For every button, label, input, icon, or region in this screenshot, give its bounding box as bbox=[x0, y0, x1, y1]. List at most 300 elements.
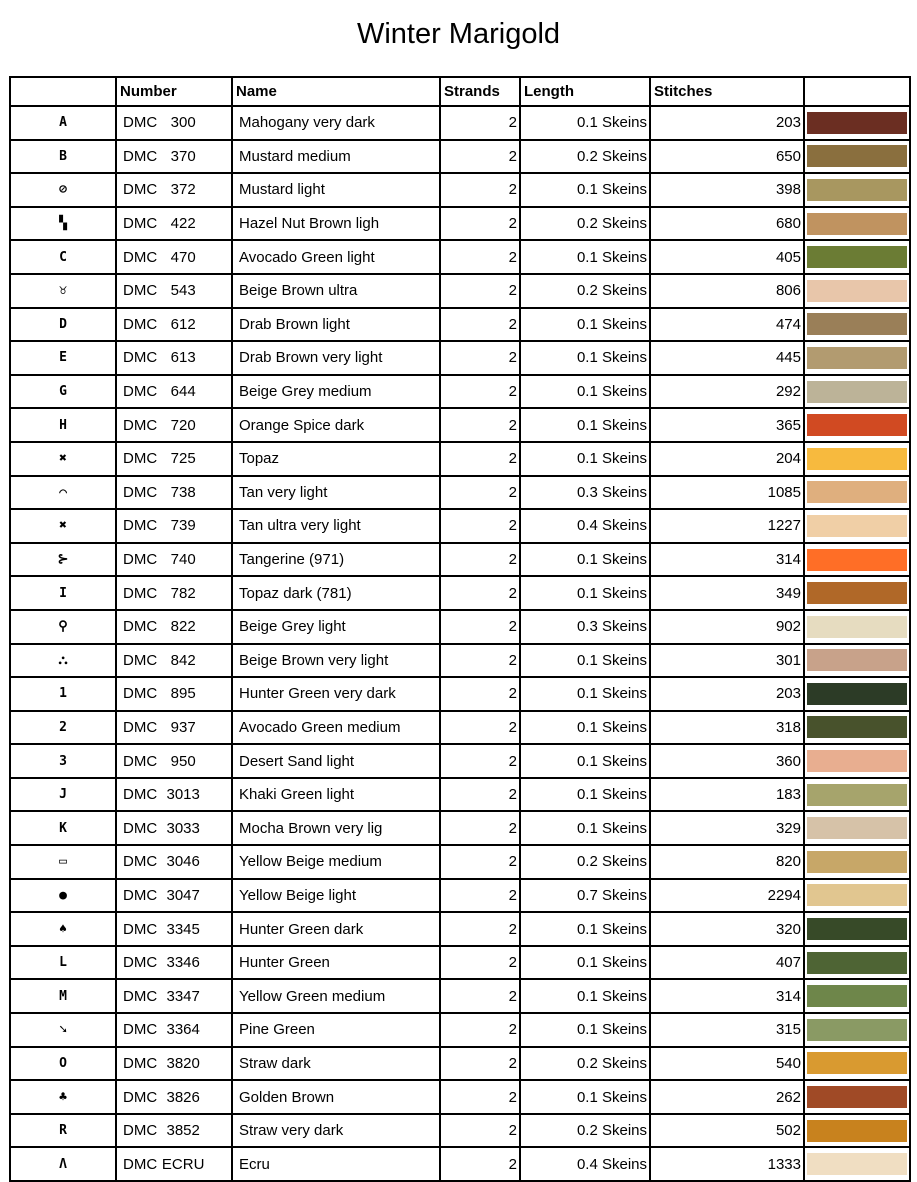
color-swatch bbox=[807, 179, 907, 201]
table-row bbox=[10, 106, 910, 140]
color-swatch-cell bbox=[804, 341, 910, 375]
name-cell: Khaki Green light bbox=[232, 778, 440, 812]
stitches-cell: 203 bbox=[650, 677, 804, 711]
strands-cell: 2 bbox=[440, 946, 520, 980]
code-text: 3345 bbox=[166, 920, 200, 938]
symbol-cell: 2 bbox=[10, 711, 116, 745]
color-swatch-cell bbox=[804, 375, 910, 409]
code-text: ECRU bbox=[161, 1155, 205, 1173]
color-swatch-cell bbox=[804, 509, 910, 543]
symbol-cell: ⛬ bbox=[10, 644, 116, 678]
number-cell bbox=[116, 778, 232, 812]
table-row bbox=[10, 879, 910, 913]
name-cell: Yellow Beige light bbox=[232, 879, 440, 913]
stitches-cell: 314 bbox=[650, 979, 804, 1013]
table-row bbox=[10, 845, 910, 879]
table-row bbox=[10, 1114, 910, 1148]
color-swatch-cell bbox=[804, 207, 910, 241]
color-swatch-cell bbox=[804, 274, 910, 308]
color-swatch bbox=[807, 750, 907, 772]
code-text: 895 bbox=[170, 685, 196, 703]
code-text: 543 bbox=[170, 282, 196, 300]
color-swatch bbox=[807, 683, 907, 705]
symbol-cell: I bbox=[10, 576, 116, 610]
color-swatch-cell bbox=[804, 677, 910, 711]
number-cell bbox=[116, 744, 232, 778]
name-cell: Hunter Green bbox=[232, 946, 440, 980]
code-text: 3364 bbox=[166, 1021, 200, 1039]
brand-text: DMC bbox=[123, 1088, 158, 1106]
code-text: 782 bbox=[170, 584, 196, 602]
strands-cell: 2 bbox=[440, 1013, 520, 1047]
color-swatch-cell bbox=[804, 610, 910, 644]
color-swatch-cell bbox=[804, 308, 910, 342]
table-row bbox=[10, 341, 910, 375]
code-text: 613 bbox=[170, 349, 196, 367]
code-text: 612 bbox=[170, 315, 196, 333]
number-cell bbox=[116, 1114, 232, 1148]
symbol-cell: ♣ bbox=[10, 1080, 116, 1114]
table-row bbox=[10, 576, 910, 610]
number-cell bbox=[116, 711, 232, 745]
length-cell: 0.1 Skeins bbox=[520, 173, 650, 207]
brand-text: DMC bbox=[123, 651, 158, 669]
brand-text: DMC bbox=[123, 450, 158, 468]
number-cell bbox=[116, 173, 232, 207]
name-cell: Tan very light bbox=[232, 476, 440, 510]
stitches-cell: 329 bbox=[650, 811, 804, 845]
color-swatch bbox=[807, 313, 907, 335]
length-cell: 0.1 Skeins bbox=[520, 240, 650, 274]
symbol-cell: K bbox=[10, 811, 116, 845]
strands-cell: 2 bbox=[440, 173, 520, 207]
color-swatch-cell bbox=[804, 1013, 910, 1047]
color-swatch-cell bbox=[804, 1080, 910, 1114]
number-cell bbox=[116, 240, 232, 274]
symbol-cell: ♠ bbox=[10, 912, 116, 946]
color-swatch bbox=[807, 1120, 907, 1142]
length-cell: 0.4 Skeins bbox=[520, 1147, 650, 1181]
name-cell: Golden Brown bbox=[232, 1080, 440, 1114]
code-text: 300 bbox=[170, 114, 196, 132]
length-cell: 0.1 Skeins bbox=[520, 912, 650, 946]
number-cell bbox=[116, 677, 232, 711]
table-row bbox=[10, 274, 910, 308]
brand-text: DMC bbox=[123, 718, 158, 736]
code-text: 822 bbox=[170, 618, 196, 636]
strands-cell: 2 bbox=[440, 375, 520, 409]
stitches-cell: 203 bbox=[650, 106, 804, 140]
strands-cell: 2 bbox=[440, 1114, 520, 1148]
color-swatch bbox=[807, 347, 907, 369]
brand-text: DMC bbox=[123, 618, 158, 636]
strands-cell: 2 bbox=[440, 576, 520, 610]
number-cell bbox=[116, 375, 232, 409]
code-text: 950 bbox=[170, 752, 196, 770]
color-swatch-cell bbox=[804, 1147, 910, 1181]
symbol-cell: ➘ bbox=[10, 1013, 116, 1047]
symbol-cell: ⚲ bbox=[10, 610, 116, 644]
length-cell: 0.1 Skeins bbox=[520, 979, 650, 1013]
code-text: 3013 bbox=[166, 786, 200, 804]
color-swatch-cell bbox=[804, 778, 910, 812]
code-text: 3852 bbox=[166, 1122, 200, 1140]
name-cell: Straw very dark bbox=[232, 1114, 440, 1148]
stitches-cell: 292 bbox=[650, 375, 804, 409]
symbol-cell: ⊱ bbox=[10, 543, 116, 577]
symbol-cell: B bbox=[10, 140, 116, 174]
table-row bbox=[10, 509, 910, 543]
strands-cell: 2 bbox=[440, 442, 520, 476]
number-cell bbox=[116, 845, 232, 879]
symbol-cell: Λ bbox=[10, 1147, 116, 1181]
brand-text: DMC bbox=[123, 1122, 158, 1140]
number-cell bbox=[116, 509, 232, 543]
color-swatch-cell bbox=[804, 408, 910, 442]
color-swatch bbox=[807, 616, 907, 638]
stitches-cell: 650 bbox=[650, 140, 804, 174]
code-text: 3047 bbox=[166, 886, 200, 904]
symbol-cell: ▭ bbox=[10, 845, 116, 879]
number-cell bbox=[116, 543, 232, 577]
name-cell: Yellow Beige medium bbox=[232, 845, 440, 879]
number-cell bbox=[116, 140, 232, 174]
color-swatch bbox=[807, 280, 907, 302]
table-row bbox=[10, 644, 910, 678]
color-swatch bbox=[807, 112, 907, 134]
number-cell bbox=[116, 207, 232, 241]
symbol-cell: G bbox=[10, 375, 116, 409]
number-cell bbox=[116, 341, 232, 375]
table-row bbox=[10, 408, 910, 442]
strands-cell: 2 bbox=[440, 778, 520, 812]
color-swatch bbox=[807, 817, 907, 839]
number-cell bbox=[116, 274, 232, 308]
table-row bbox=[10, 610, 910, 644]
strands-cell: 2 bbox=[440, 979, 520, 1013]
stitches-cell: 315 bbox=[650, 1013, 804, 1047]
strands-cell: 2 bbox=[440, 1047, 520, 1081]
color-swatch bbox=[807, 481, 907, 503]
color-swatch-cell bbox=[804, 1114, 910, 1148]
code-text: 842 bbox=[170, 651, 196, 669]
table-row bbox=[10, 1047, 910, 1081]
length-cell: 0.1 Skeins bbox=[520, 106, 650, 140]
brand-text: DMC bbox=[123, 954, 158, 972]
table-row bbox=[10, 979, 910, 1013]
color-swatch bbox=[807, 918, 907, 940]
number-cell bbox=[116, 408, 232, 442]
color-swatch-cell bbox=[804, 879, 910, 913]
length-cell: 0.1 Skeins bbox=[520, 576, 650, 610]
length-cell: 0.2 Skeins bbox=[520, 274, 650, 308]
name-cell: Beige Grey medium bbox=[232, 375, 440, 409]
code-text: 3046 bbox=[166, 853, 200, 871]
header-length: Length bbox=[520, 77, 650, 106]
length-cell: 0.1 Skeins bbox=[520, 1080, 650, 1114]
name-cell: Hunter Green very dark bbox=[232, 677, 440, 711]
name-cell: Tan ultra very light bbox=[232, 509, 440, 543]
name-cell: Mocha Brown very lig bbox=[232, 811, 440, 845]
floss-key-table bbox=[9, 76, 911, 1182]
strands-cell: 2 bbox=[440, 677, 520, 711]
color-swatch-cell bbox=[804, 912, 910, 946]
table-row bbox=[10, 778, 910, 812]
length-cell: 0.1 Skeins bbox=[520, 677, 650, 711]
color-swatch bbox=[807, 246, 907, 268]
number-cell bbox=[116, 912, 232, 946]
name-cell: Drab Brown very light bbox=[232, 341, 440, 375]
code-text: 720 bbox=[170, 416, 196, 434]
strands-cell: 2 bbox=[440, 543, 520, 577]
color-swatch-cell bbox=[804, 946, 910, 980]
table-row bbox=[10, 1013, 910, 1047]
stitches-cell: 314 bbox=[650, 543, 804, 577]
length-cell: 0.1 Skeins bbox=[520, 543, 650, 577]
length-cell: 0.2 Skeins bbox=[520, 140, 650, 174]
header-color bbox=[804, 77, 910, 106]
symbol-cell: ⊘ bbox=[10, 173, 116, 207]
name-cell: Mustard light bbox=[232, 173, 440, 207]
strands-cell: 2 bbox=[440, 644, 520, 678]
strands-cell: 2 bbox=[440, 408, 520, 442]
number-cell bbox=[116, 644, 232, 678]
color-swatch-cell bbox=[804, 106, 910, 140]
table-row bbox=[10, 240, 910, 274]
stitches-cell: 183 bbox=[650, 778, 804, 812]
code-text: 740 bbox=[170, 551, 196, 569]
brand-text: DMC bbox=[123, 853, 158, 871]
number-cell bbox=[116, 1147, 232, 1181]
length-cell: 0.1 Skeins bbox=[520, 375, 650, 409]
length-cell: 0.3 Skeins bbox=[520, 610, 650, 644]
symbol-cell: ♉ bbox=[10, 274, 116, 308]
brand-text: DMC bbox=[123, 416, 158, 434]
number-cell bbox=[116, 106, 232, 140]
color-swatch bbox=[807, 649, 907, 671]
number-cell bbox=[116, 1080, 232, 1114]
color-swatch-cell bbox=[804, 811, 910, 845]
table-row bbox=[10, 543, 910, 577]
symbol-cell: O bbox=[10, 1047, 116, 1081]
length-cell: 0.1 Skeins bbox=[520, 308, 650, 342]
color-swatch bbox=[807, 716, 907, 738]
brand-text: DMC bbox=[123, 315, 158, 333]
name-cell: Pine Green bbox=[232, 1013, 440, 1047]
symbol-cell: R bbox=[10, 1114, 116, 1148]
stitches-cell: 2294 bbox=[650, 879, 804, 913]
length-cell: 0.1 Skeins bbox=[520, 442, 650, 476]
strands-cell: 2 bbox=[440, 476, 520, 510]
name-cell: Hazel Nut Brown ligh bbox=[232, 207, 440, 241]
stitches-cell: 1227 bbox=[650, 509, 804, 543]
color-swatch bbox=[807, 414, 907, 436]
color-swatch-cell bbox=[804, 845, 910, 879]
symbol-cell: ▚ bbox=[10, 207, 116, 241]
stitches-cell: 407 bbox=[650, 946, 804, 980]
header-number: Number bbox=[116, 77, 232, 106]
stitches-cell: 474 bbox=[650, 308, 804, 342]
brand-text: DMC bbox=[123, 920, 158, 938]
strands-cell: 2 bbox=[440, 912, 520, 946]
color-swatch-cell bbox=[804, 140, 910, 174]
length-cell: 0.2 Skeins bbox=[520, 845, 650, 879]
name-cell: Avocado Green medium bbox=[232, 711, 440, 745]
symbol-cell: A bbox=[10, 106, 116, 140]
brand-text: DMC bbox=[123, 282, 158, 300]
strands-cell: 2 bbox=[440, 744, 520, 778]
stitches-cell: 365 bbox=[650, 408, 804, 442]
name-cell: Avocado Green light bbox=[232, 240, 440, 274]
symbol-cell: H bbox=[10, 408, 116, 442]
name-cell: Drab Brown light bbox=[232, 308, 440, 342]
stitches-cell: 204 bbox=[650, 442, 804, 476]
code-text: 739 bbox=[170, 517, 196, 535]
name-cell: Desert Sand light bbox=[232, 744, 440, 778]
symbol-cell: ⌒ bbox=[10, 476, 116, 510]
table-row bbox=[10, 140, 910, 174]
name-cell: Straw dark bbox=[232, 1047, 440, 1081]
color-swatch-cell bbox=[804, 173, 910, 207]
table-row bbox=[10, 173, 910, 207]
table-row bbox=[10, 946, 910, 980]
symbol-cell: D bbox=[10, 308, 116, 342]
code-text: 372 bbox=[170, 181, 196, 199]
length-cell: 0.7 Skeins bbox=[520, 879, 650, 913]
number-cell bbox=[116, 576, 232, 610]
stitches-cell: 301 bbox=[650, 644, 804, 678]
color-swatch bbox=[807, 448, 907, 470]
table-header-row bbox=[10, 77, 910, 106]
name-cell: Tangerine (971) bbox=[232, 543, 440, 577]
stitches-cell: 262 bbox=[650, 1080, 804, 1114]
number-cell bbox=[116, 610, 232, 644]
stitches-cell: 405 bbox=[650, 240, 804, 274]
color-swatch bbox=[807, 851, 907, 873]
color-swatch bbox=[807, 1153, 907, 1175]
color-swatch-cell bbox=[804, 476, 910, 510]
name-cell: Mahogany very dark bbox=[232, 106, 440, 140]
brand-text: DMC bbox=[123, 383, 158, 401]
name-cell: Yellow Green medium bbox=[232, 979, 440, 1013]
color-swatch bbox=[807, 1086, 907, 1108]
strands-cell: 2 bbox=[440, 610, 520, 644]
strands-cell: 2 bbox=[440, 879, 520, 913]
length-cell: 0.1 Skeins bbox=[520, 341, 650, 375]
brand-text: DMC bbox=[123, 685, 158, 703]
brand-text: DMC bbox=[123, 786, 158, 804]
strands-cell: 2 bbox=[440, 509, 520, 543]
length-cell: 0.1 Skeins bbox=[520, 811, 650, 845]
color-swatch bbox=[807, 515, 907, 537]
page-title: Winter Marigold bbox=[356, 18, 561, 50]
symbol-cell: C bbox=[10, 240, 116, 274]
brand-text: DMC bbox=[123, 752, 158, 770]
number-cell bbox=[116, 1047, 232, 1081]
name-cell: Beige Brown very light bbox=[232, 644, 440, 678]
stitches-cell: 398 bbox=[650, 173, 804, 207]
header-stitches: Stitches bbox=[650, 77, 804, 106]
stitches-cell: 445 bbox=[650, 341, 804, 375]
stitches-cell: 502 bbox=[650, 1114, 804, 1148]
color-swatch-cell bbox=[804, 240, 910, 274]
color-swatch bbox=[807, 1052, 907, 1074]
code-text: 3346 bbox=[166, 954, 200, 972]
color-swatch bbox=[807, 582, 907, 604]
symbol-cell: 3 bbox=[10, 744, 116, 778]
color-swatch-cell bbox=[804, 644, 910, 678]
stitches-cell: 320 bbox=[650, 912, 804, 946]
symbol-cell: ✖ bbox=[10, 509, 116, 543]
code-text: 3820 bbox=[166, 1054, 200, 1072]
strands-cell: 2 bbox=[440, 207, 520, 241]
code-text: 370 bbox=[170, 147, 196, 165]
stitches-cell: 680 bbox=[650, 207, 804, 241]
color-swatch bbox=[807, 784, 907, 806]
name-cell: Orange Spice dark bbox=[232, 408, 440, 442]
length-cell: 0.4 Skeins bbox=[520, 509, 650, 543]
brand-text: DMC bbox=[123, 483, 158, 501]
color-swatch bbox=[807, 549, 907, 571]
length-cell: 0.1 Skeins bbox=[520, 744, 650, 778]
table-row bbox=[10, 308, 910, 342]
color-swatch-cell bbox=[804, 711, 910, 745]
number-cell bbox=[116, 811, 232, 845]
color-swatch bbox=[807, 884, 907, 906]
number-cell bbox=[116, 308, 232, 342]
code-text: 3033 bbox=[166, 819, 200, 837]
table-row bbox=[10, 912, 910, 946]
name-cell: Beige Grey light bbox=[232, 610, 440, 644]
code-text: 937 bbox=[170, 718, 196, 736]
length-cell: 0.1 Skeins bbox=[520, 778, 650, 812]
code-text: 3347 bbox=[166, 987, 200, 1005]
table-row bbox=[10, 1147, 910, 1181]
brand-text: DMC bbox=[123, 1155, 158, 1173]
header-name: Name bbox=[232, 77, 440, 106]
table-row bbox=[10, 1080, 910, 1114]
strands-cell: 2 bbox=[440, 1080, 520, 1114]
length-cell: 0.2 Skeins bbox=[520, 1114, 650, 1148]
brand-text: DMC bbox=[123, 114, 158, 132]
symbol-cell: E bbox=[10, 341, 116, 375]
brand-text: DMC bbox=[123, 1021, 158, 1039]
length-cell: 0.1 Skeins bbox=[520, 644, 650, 678]
code-text: 3826 bbox=[166, 1088, 200, 1106]
strands-cell: 2 bbox=[440, 308, 520, 342]
number-cell bbox=[116, 1013, 232, 1047]
stitches-cell: 349 bbox=[650, 576, 804, 610]
color-swatch-cell bbox=[804, 1047, 910, 1081]
color-swatch-cell bbox=[804, 979, 910, 1013]
number-cell bbox=[116, 476, 232, 510]
color-swatch-cell bbox=[804, 543, 910, 577]
length-cell: 0.3 Skeins bbox=[520, 476, 650, 510]
table-row bbox=[10, 375, 910, 409]
stitches-cell: 360 bbox=[650, 744, 804, 778]
stitches-cell: 540 bbox=[650, 1047, 804, 1081]
strands-cell: 2 bbox=[440, 811, 520, 845]
table-row bbox=[10, 711, 910, 745]
strands-cell: 2 bbox=[440, 240, 520, 274]
code-text: 738 bbox=[170, 483, 196, 501]
number-cell bbox=[116, 979, 232, 1013]
brand-text: DMC bbox=[123, 819, 158, 837]
header-symbol bbox=[10, 77, 116, 106]
length-cell: 0.1 Skeins bbox=[520, 408, 650, 442]
brand-text: DMC bbox=[123, 147, 158, 165]
table-row bbox=[10, 677, 910, 711]
